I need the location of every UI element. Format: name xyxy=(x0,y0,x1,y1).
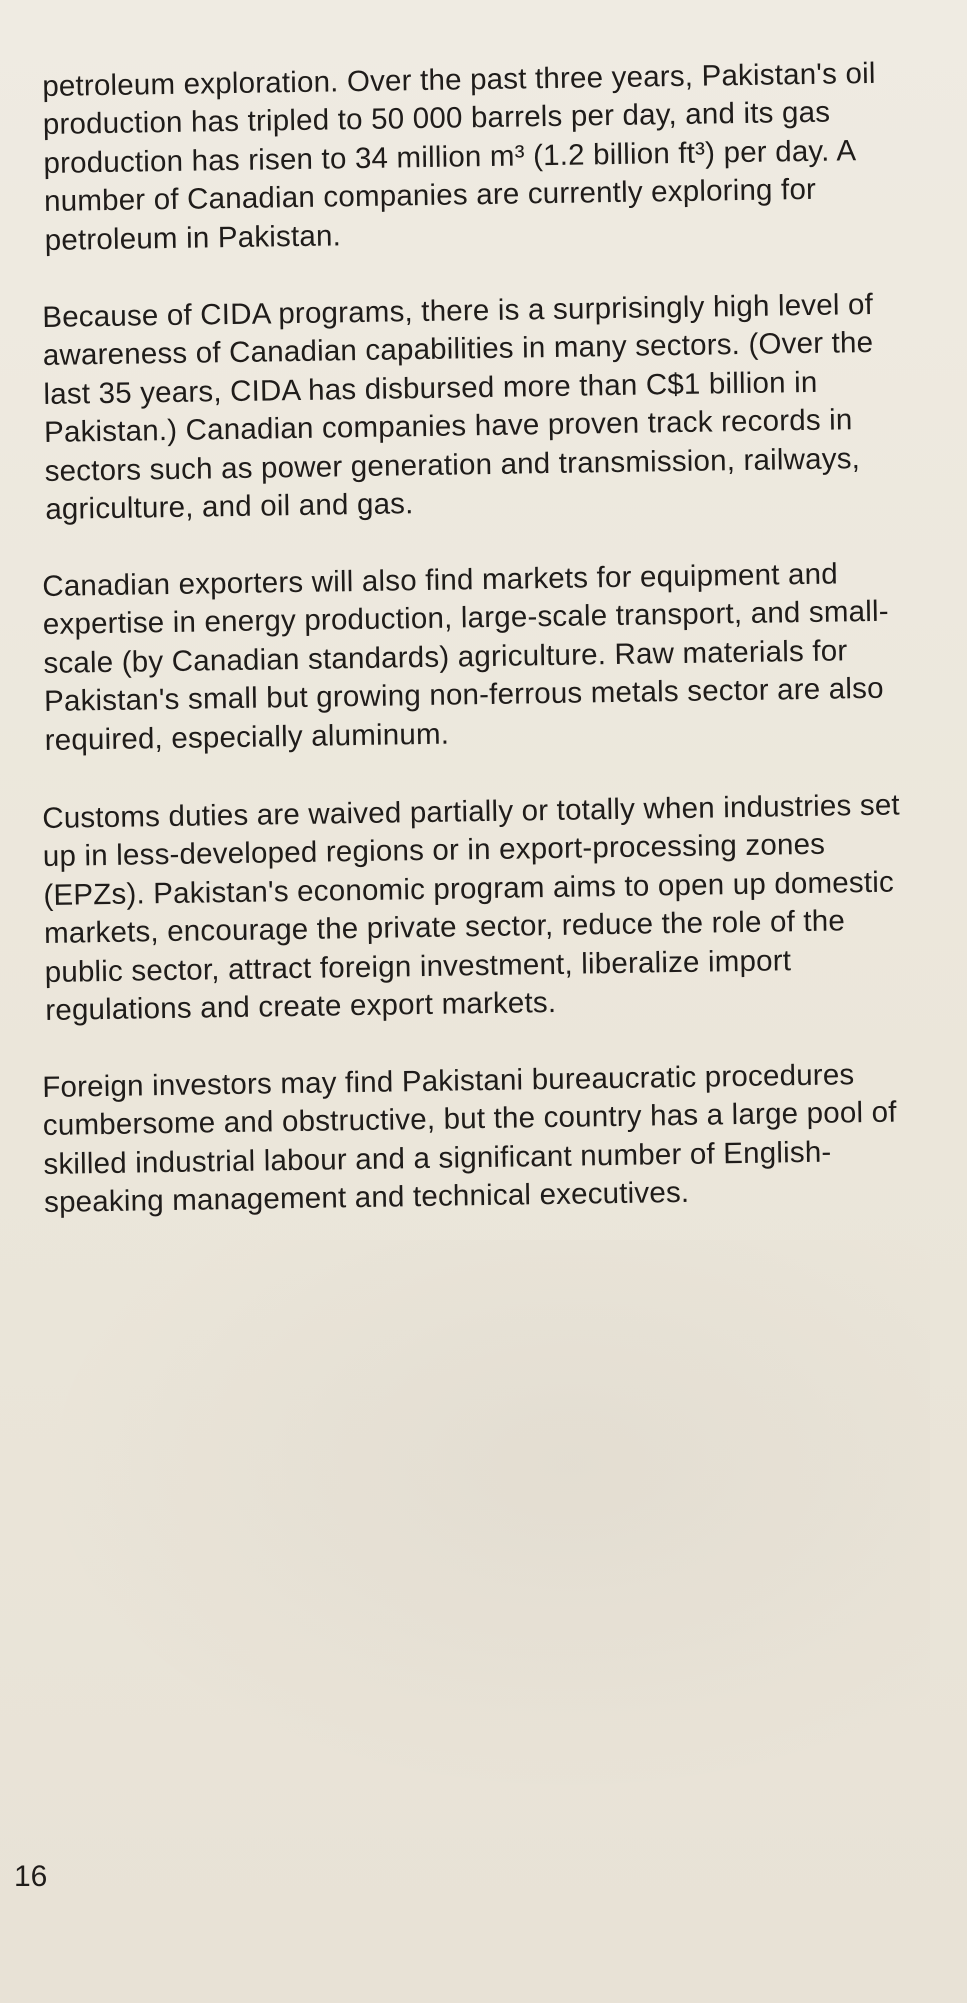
page-number: 16 xyxy=(14,1860,48,1893)
paragraph-customs: Customs duties are waived partially or totally when industries set up in less-developed regions or in export-processing zones (EPZs). Pakistan's economic program aims to open up domestic markets, encourage the private sector, reduce the role of the public sector, attract foreign investment, liberalize import regulations and create export markets. xyxy=(42,788,901,1027)
paragraph-petroleum: petroleum exploration. Over the past three years, Pakistan's oil production has tripled to 50 000 barrels per day, and its gas production has risen to 34 million m³ (1.2 billion ft³) per day. A number of Canadian companies are currently exploring for petroleum in Pakistan. xyxy=(42,56,876,257)
body-text xyxy=(42,56,922,1262)
paragraph-exporters: Canadian exporters will also find markets for equipment and expertise in energy production, large-scale transport, and small-scale (by Canadian standards) agriculture. Raw materials for Pakistan's small but growing non-ferrous metals sector are also required, especially aluminum. xyxy=(42,557,890,758)
paragraph-cida: Because of CIDA programs, there is a surprisingly high level of awareness of Canadian capabilities in many sectors. (Over the last 35 years, CIDA has disbursed more than C$1 billion in Pakistan.) Canadian companies have proven track records in sectors such as power generation and transmission, railways, agriculture, and oil and gas. xyxy=(42,287,874,527)
paragraph-investors: Foreign investors may find Pakistani bureaucratic procedures cumbersome and obstructive, but the country has a large pool of skilled industrial labour and a significant number of English-speaking management and technical executives. xyxy=(42,1058,897,1220)
show-through-shading xyxy=(30,1240,930,1800)
